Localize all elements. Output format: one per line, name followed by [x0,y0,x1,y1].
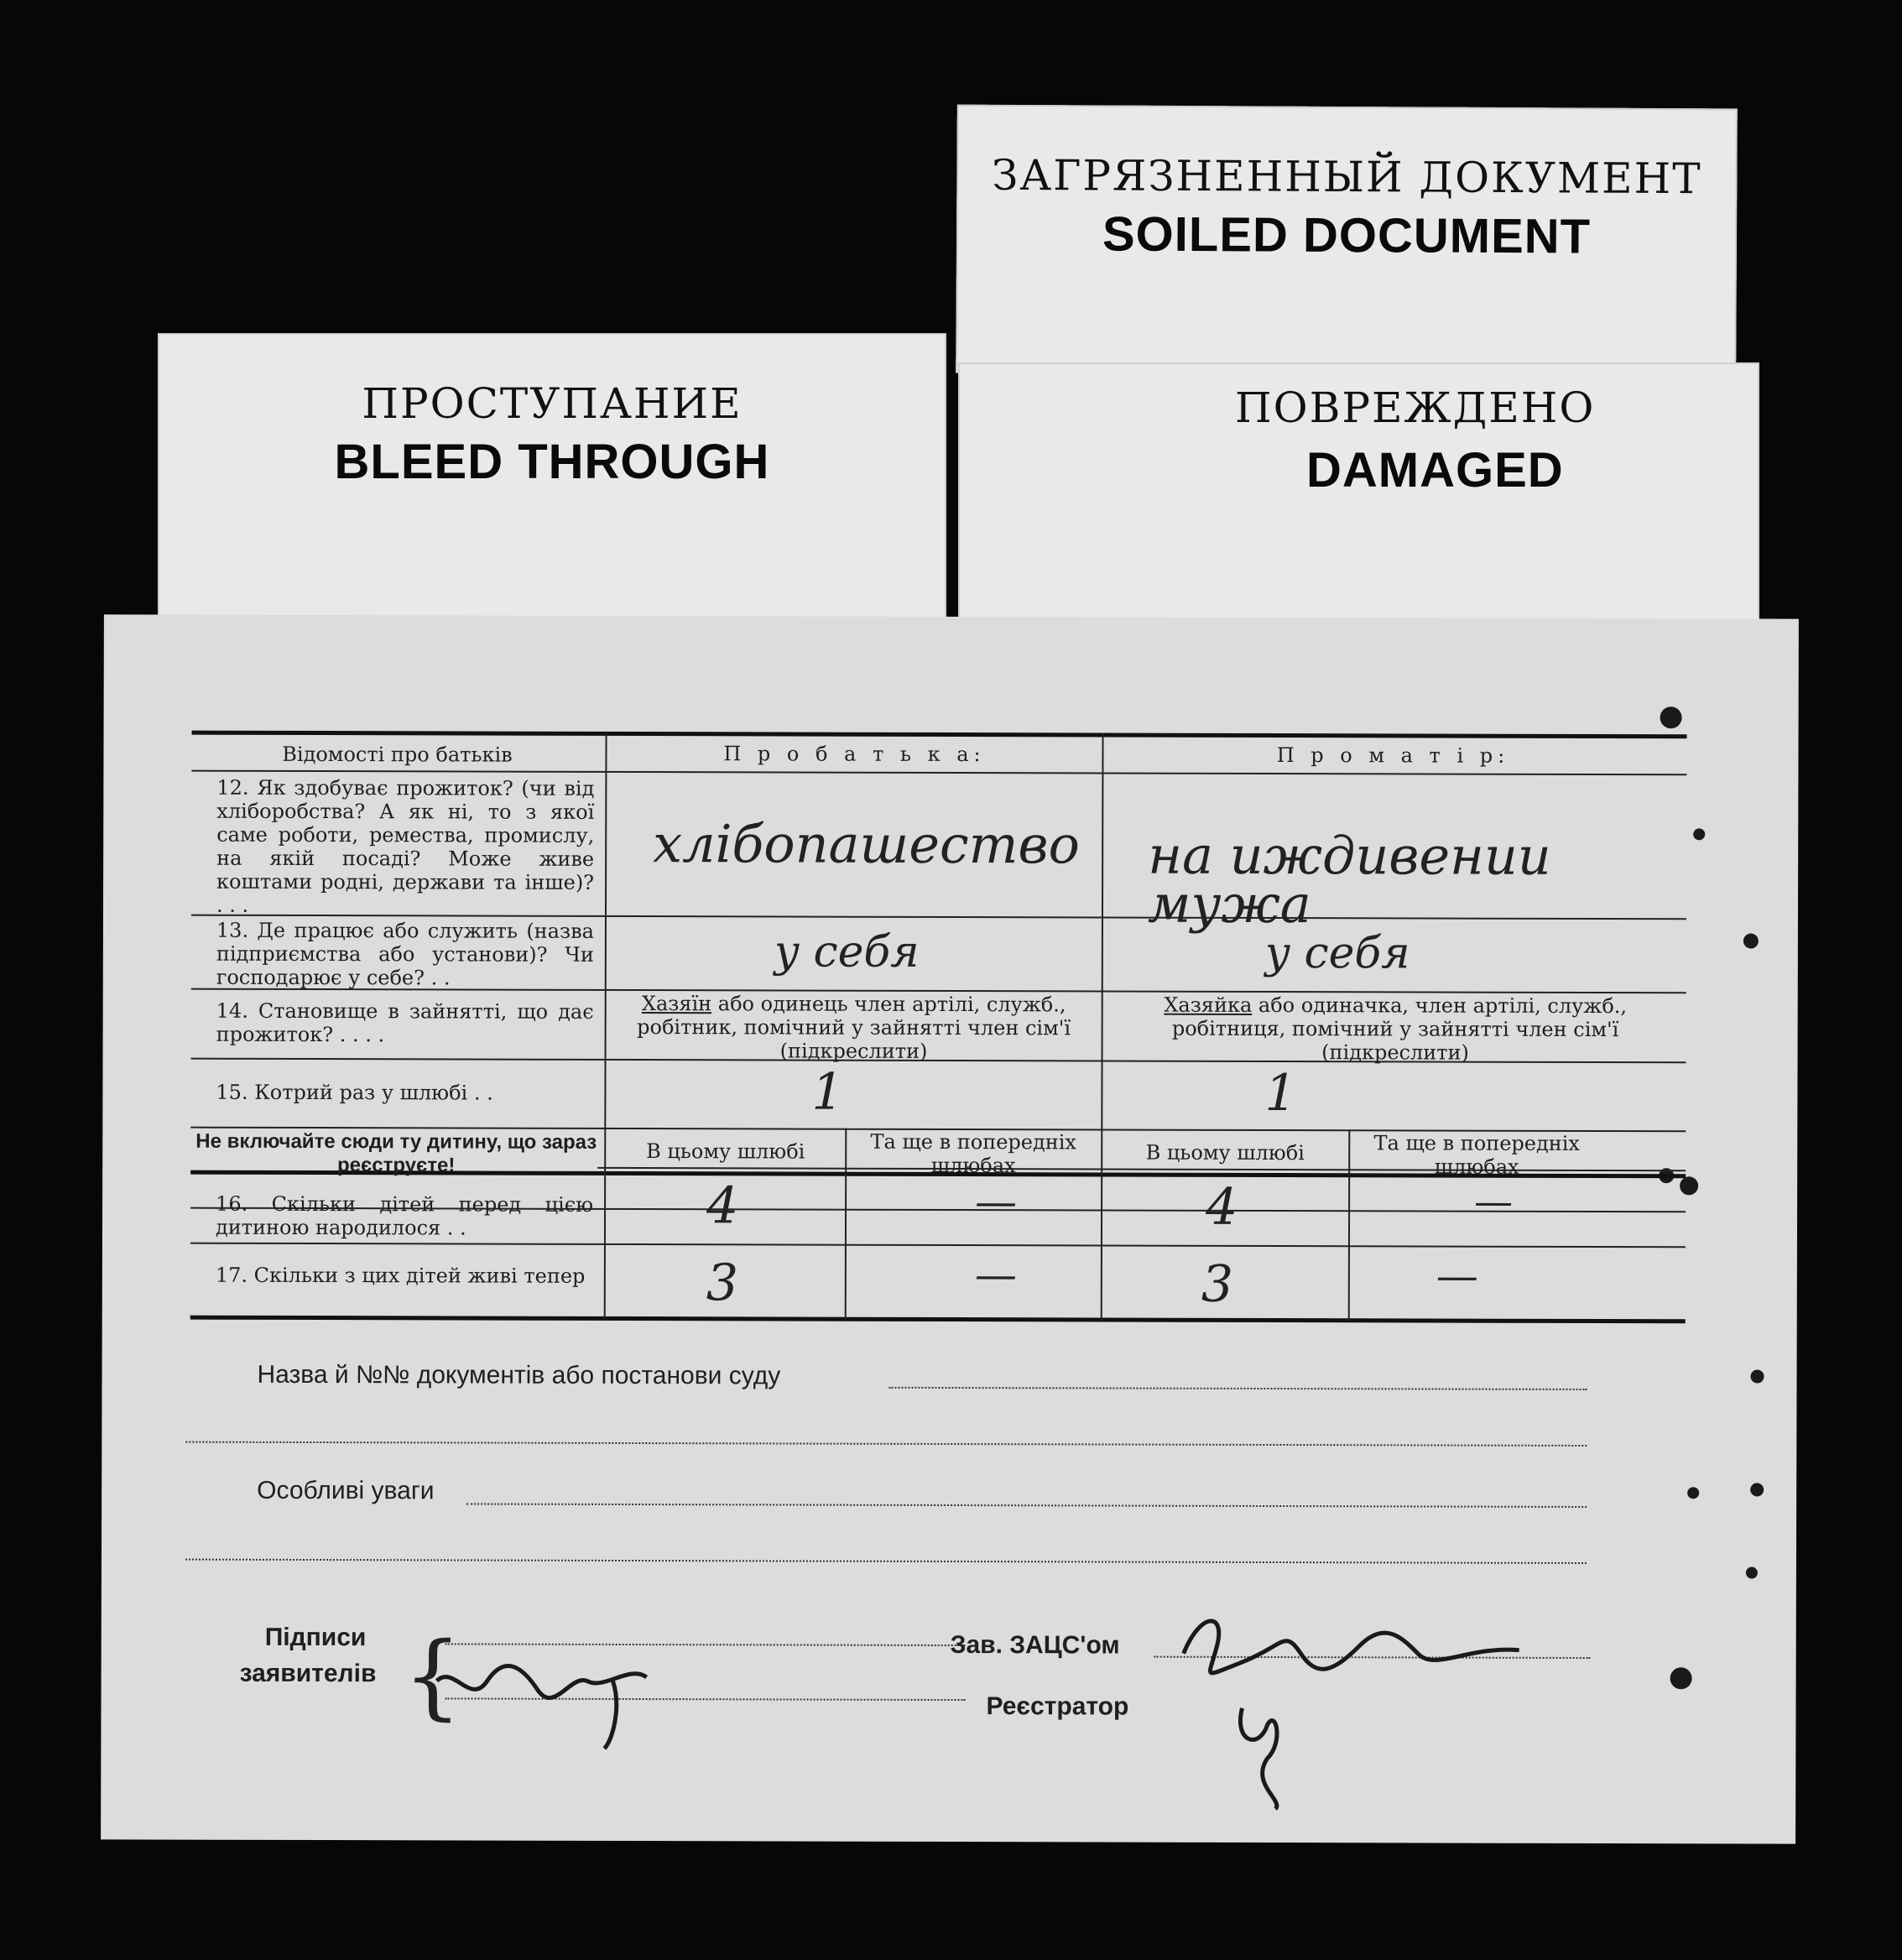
applicant-signature [419,1630,688,1757]
answer-12-father: хлібопашество [653,813,1080,876]
answer-15-father: 1 [811,1062,844,1122]
answer-16-father-previous: — [975,1177,1018,1227]
documents-line [889,1387,1587,1390]
header-father: П р о б а т ь к а: [723,742,986,767]
punch-hole [1750,1483,1764,1496]
brace-mark: { [403,1622,462,1730]
damaged-label-en: DAMAGED [1306,443,1564,498]
subheader-mother-this: В цьому шлюбі [1145,1140,1305,1165]
subheader-mother-previous: Та ще в попередніх шлюбах [1373,1131,1581,1179]
header-mother: П р о м а т і р: [1276,743,1510,768]
soiled-label-ru: ЗАГРЯЗНЕННЫЙ ДОКУМЕНТ [992,150,1702,204]
answer-16-mother-this: 4 [1205,1177,1238,1237]
documents-label: Назва й №№ документів або постанови суду [257,1360,781,1390]
question-12: 12. Як здобуває прожиток? (чи від хліборобства? А як ні, то з якої саме роботи, ремества, промислу, на якій посаді? Може живе коштами родні, держави та інше)? . . . [216,775,595,917]
damaged-card [958,362,1759,648]
question-14: 14. Становище в зайнятті, що дає прожиток? . . . . [216,998,594,1047]
signatures-label: Підписи [264,1623,367,1652]
head-zags-label: Зав. ЗАЦС'ом [950,1631,1120,1660]
answer-16-mother-previous: — [1474,1178,1514,1224]
bleed-label-en: BLEED THROUGH [334,435,770,489]
punch-hole [1693,828,1705,840]
special-notes-line [466,1503,1587,1507]
mother-underlined-option: Хазяйка [1164,993,1253,1017]
question-16: 16. Скільки дітей перед цією дитиною народилося . . [215,1191,594,1240]
subheader-father-this: В цьому шлюбі [646,1139,805,1164]
bleed-through-card [158,333,946,652]
mother-options: або одиначка, член артілі, служб., робітниця, помічний у зайнятті член сім'ї (підкреслити) [1171,993,1628,1065]
form-sheet [101,614,1799,1843]
punch-hole [1660,706,1682,728]
signatures-label-2: заявителів [239,1659,377,1688]
punch-hole [1687,1487,1699,1499]
question-17: 17. Скільки з цих дітей живі тепер [215,1263,586,1288]
answer-13-mother: у себя [1264,927,1410,979]
documents-line-2 [185,1441,1587,1447]
special-notes-line-2 [185,1559,1587,1564]
answer-17-father-previous: — [974,1250,1017,1300]
question-15: 15. Котрий раз у шлюбі . . [216,1080,493,1105]
head-signature [1167,1595,1545,1697]
father-underlined-option: Хазяїн [641,992,712,1016]
answer-12-mother: на иждивении мужа [1147,824,1551,936]
punch-hole [1670,1667,1692,1689]
punch-hole [1743,933,1759,948]
question-13: 13. Де працює або служить (назва підприємства або установи)? Чи господарює у себе? . . [216,918,594,990]
punch-hole [1751,1369,1764,1383]
subheader-father-previous: Та ще в попередніх шлюбах [870,1129,1077,1178]
bleed-label-ru: ПРОСТУПАНИЕ [362,379,743,428]
damaged-label-ru: ПОВРЕЖДЕНО [1235,383,1596,432]
registrar-label: Реєстратор [986,1692,1129,1721]
registrar-signature [1217,1692,1317,1817]
header-parents-info: Відомості про батьків [282,742,513,767]
special-notes-label: Особливі уваги [257,1476,435,1505]
answer-17-mother-previous: — [1436,1251,1478,1301]
answer-17-father-this: 3 [706,1254,739,1313]
soiled-label-en: SOILED DOCUMENT [1102,206,1592,264]
note-exclude-child: Не включайте сюди ту дитину, що зараз реєструєте! [195,1129,597,1177]
answer-13-father: у себя [774,926,920,977]
punch-hole [1680,1176,1698,1195]
answer-17-mother-this: 3 [1201,1254,1234,1314]
soiled-document-card [956,105,1738,378]
father-options: або одинець член артілі, служб., робітник, помічний у зайнятті член сім'ї (підкреслити) [637,992,1071,1063]
answer-15-mother: 1 [1264,1063,1297,1123]
answer-16-father-this: 4 [706,1176,739,1236]
punch-hole [1746,1566,1758,1578]
answer-14-father [611,992,1097,1064]
answer-14-mother [1108,993,1683,1065]
